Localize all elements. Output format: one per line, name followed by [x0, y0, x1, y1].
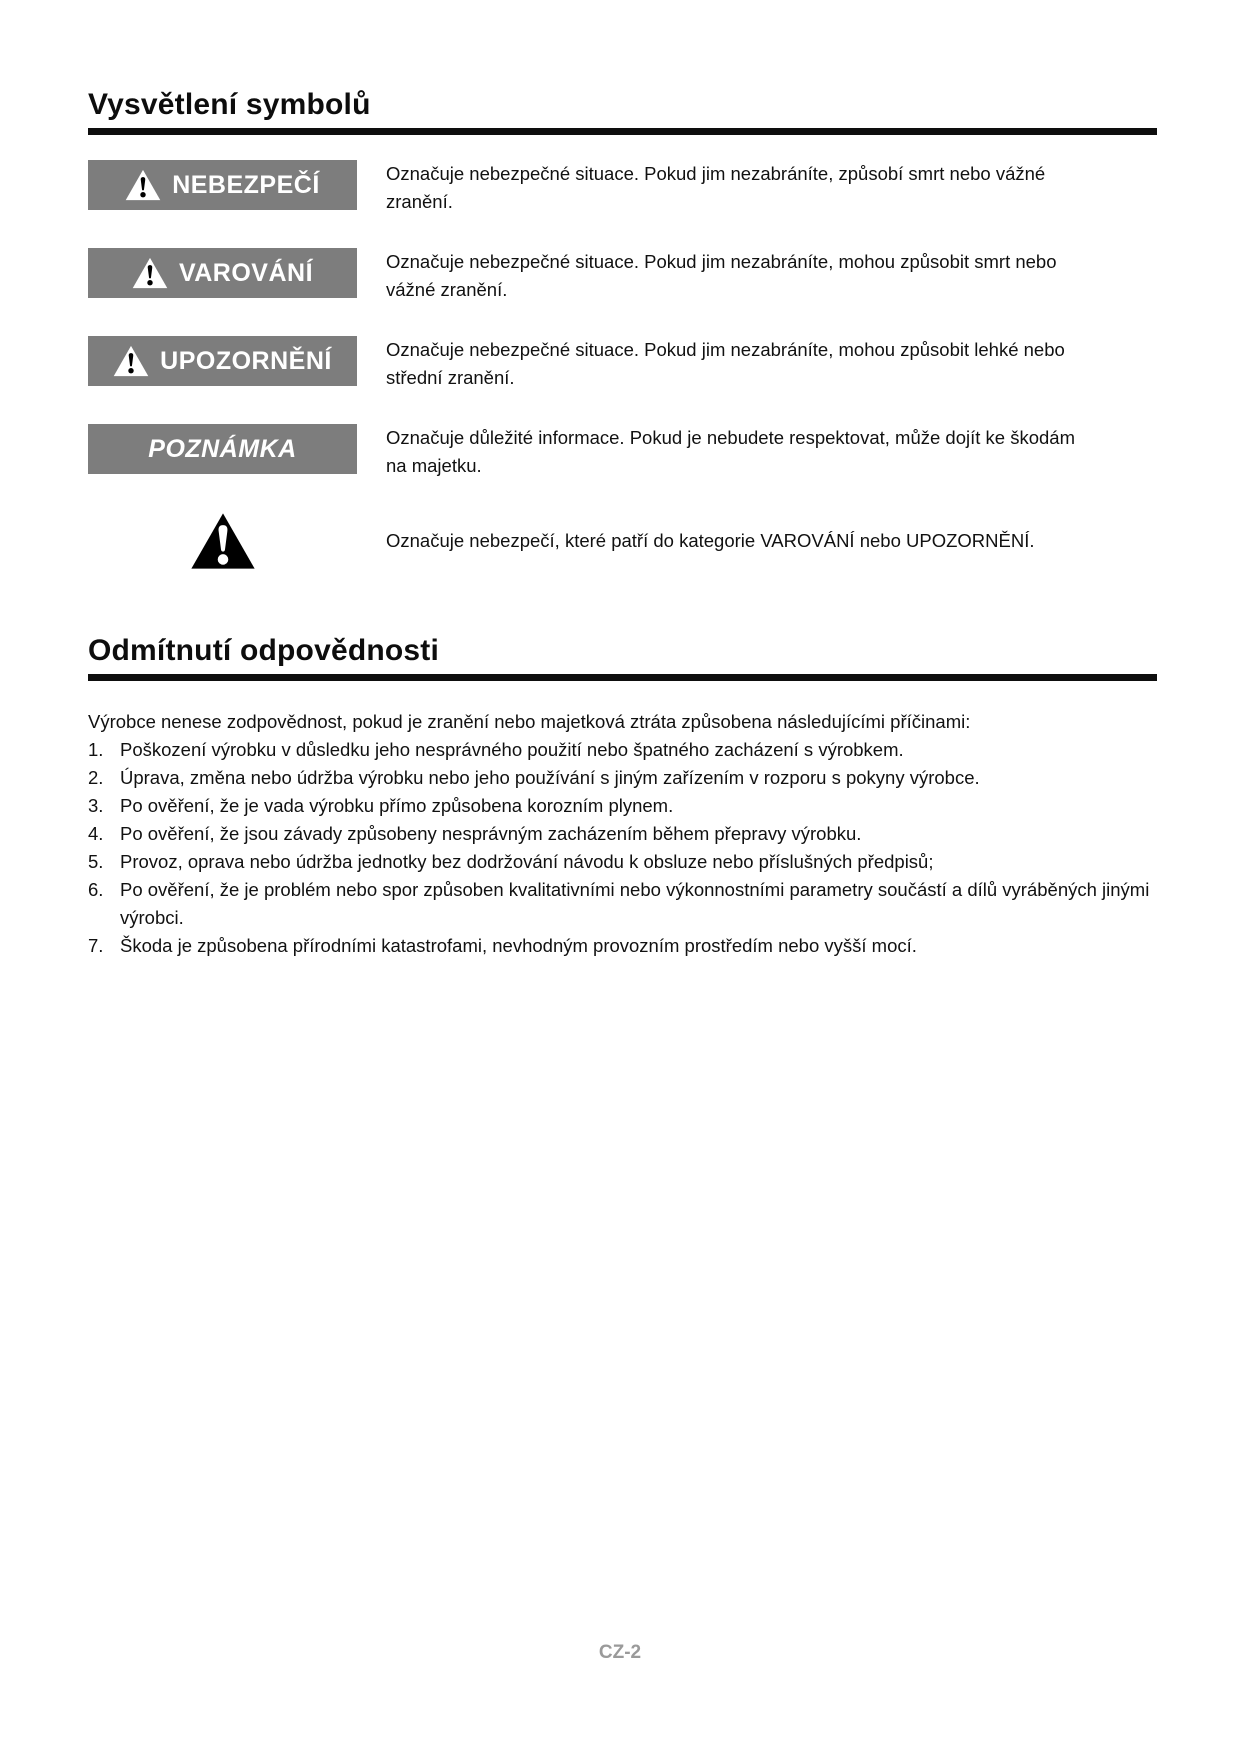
warning-triangle-icon: [113, 345, 149, 377]
list-item: [88, 792, 1157, 820]
list-item: [88, 764, 1157, 792]
list-item-number: 2.: [88, 767, 104, 788]
list-item: [88, 848, 1157, 876]
list-item-text: Po ověření, že je problém nebo spor způsoben kvalitativními nebo výkonnostními parametry součástí a dílů vyráběných jinými výrobci.: [120, 879, 1150, 928]
warning-badge: [88, 248, 357, 298]
page-number: CZ-2: [598, 1642, 642, 1663]
symbol-row-danger: [88, 160, 1157, 216]
list-item-number: 3.: [88, 795, 104, 816]
note-badge-label: POZNÁMKA: [148, 434, 297, 463]
list-item-text: Škoda je způsobena přírodními katastrofami, nevhodným provozním prostředím nebo vyšší mocí.: [120, 935, 917, 956]
list-item-number: 4.: [88, 823, 104, 844]
symbol-row-warning: [88, 248, 1157, 304]
warning-description: Označuje nebezpečné situace. Pokud jim nezabráníte, mohou způsobit smrt nebo vážné zranění.: [386, 251, 1057, 300]
list-item-text: Poškození výrobku v důsledku jeho nesprávného použití nebo špatného zacházení s výrobkem.: [120, 739, 904, 760]
symbol-row-caution: [88, 336, 1157, 392]
warning-triangle-icon: [125, 169, 161, 201]
caution-badge: [88, 336, 357, 386]
danger-badge: [88, 160, 357, 210]
title-rule: [88, 128, 1157, 135]
list-item-number: 1.: [88, 739, 104, 760]
disclaimer-section: [88, 634, 1157, 960]
danger-badge-label: NEBEZPEČÍ: [172, 170, 320, 199]
caution-description: Označuje nebezpečné situace. Pokud jim nezabráníte, mohou způsobit lehké nebo střední zranění.: [386, 339, 1065, 388]
disclaimer-list: [88, 736, 1157, 960]
list-item-text: Úprava, změna nebo údržba výrobku nebo jeho používání s jiným zařízením v rozporu s pokyny výrobce.: [120, 767, 980, 788]
symbol-row-hazard-triangle: [88, 512, 1157, 570]
symbol-row-note: [88, 424, 1157, 480]
disclaimer-intro: Výrobce nenese zodpovědnost, pokud je zranění nebo majetková ztráta způsobena následujícími příčinami:: [88, 711, 971, 732]
warning-badge-label: VAROVÁNÍ: [178, 258, 314, 287]
page-content: [88, 88, 1157, 960]
caution-badge-label: UPOZORNĚNÍ: [160, 346, 332, 375]
warning-triangle-icon: [132, 257, 168, 289]
section-title-symbols: Vysvětlení symbolů: [88, 88, 371, 121]
list-item-number: 7.: [88, 935, 104, 956]
symbol-legend: [88, 160, 1157, 570]
section-title-disclaimer: Odmítnutí odpovědnosti: [88, 634, 440, 667]
list-item-number: 5.: [88, 851, 104, 872]
danger-description: Označuje nebezpečné situace. Pokud jim nezabráníte, způsobí smrt nebo vážné zranění.: [386, 163, 1046, 212]
list-item-text: Po ověření, že je vada výrobku přímo způsobena korozním plynem.: [120, 795, 674, 816]
list-item: [88, 820, 1157, 848]
hazard-triangle-box: [88, 512, 357, 570]
list-item-text: Provoz, oprava nebo údržba jednotky bez dodržování návodu k obsluze nebo příslušných předpisů;: [120, 851, 934, 872]
list-item: [88, 736, 1157, 764]
note-badge: [88, 424, 357, 474]
note-description: Označuje důležité informace. Pokud je nebudete respektovat, může dojít ke škodám na majetku.: [386, 427, 1075, 476]
hazard-triangle-description: Označuje nebezpečí, které patří do kategorie VAROVÁNÍ nebo UPOZORNĚNÍ.: [386, 530, 1035, 551]
title-rule: [88, 674, 1157, 681]
list-item-text: Po ověření, že jsou závady způsobeny nesprávným zacházením během přepravy výrobku.: [120, 823, 862, 844]
list-item-number: 6.: [88, 879, 104, 900]
hazard-triangle-icon: [190, 512, 256, 570]
list-item: [88, 932, 1157, 960]
list-item: [88, 876, 1157, 932]
